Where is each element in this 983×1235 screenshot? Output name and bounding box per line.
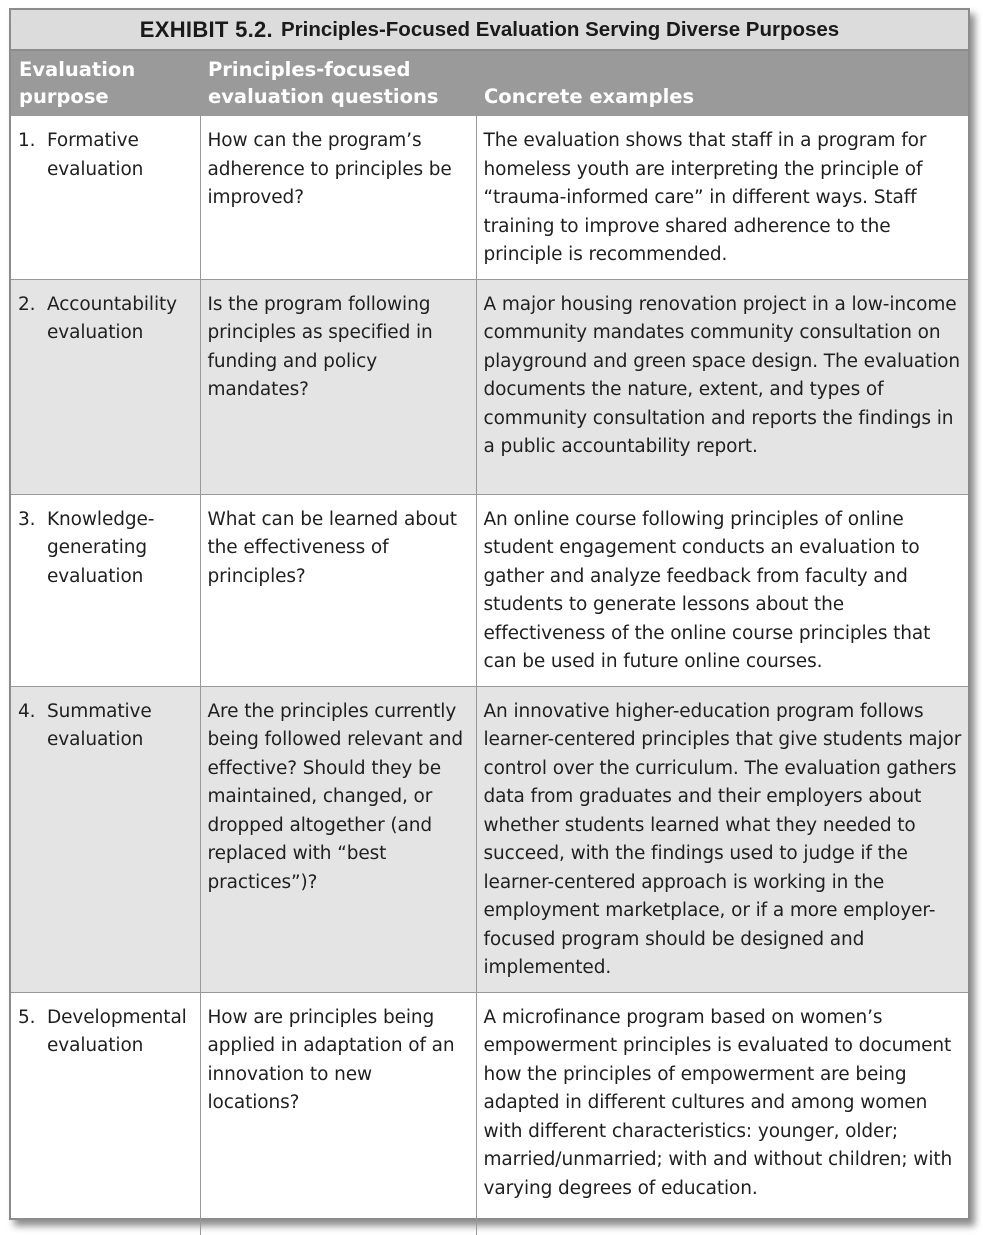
header-evaluation-purpose: Evaluation purpose bbox=[11, 51, 200, 116]
example-cell: An online course following principles of online student engagement conducts an evaluation to gather and analyze feedback from faculty and students to generate lessons about the effectiveness of the online course principles that can be used in future online courses. bbox=[476, 494, 968, 686]
question-cell: How can the program’s adherence to principles be improved? bbox=[200, 116, 476, 279]
example-cell: An innovative higher-education program follows learner-centered principles that give students major control over the curriculum. The evaluation gathers data from graduates and their employers about whether students learned what they needed to succeed, with the findings used to judge if the learner-centered approach is working in the employment marketplace, or if a more employer-focused program should be designed and implemented. bbox=[476, 686, 968, 992]
example-cell: The evaluation shows that staff in a program for homeless youth are interpreting the principle of “trauma-informed care” in different ways. Staff training to improve shared adherence to the principle is recommended. bbox=[476, 116, 968, 279]
table-header-row bbox=[11, 51, 968, 116]
purpose-cell: 1. Formative evaluation bbox=[11, 116, 200, 279]
exhibit-title: Principles-Focused Evaluation Serving Diverse Purposes bbox=[280, 17, 840, 41]
exhibit-label: EXHIBIT 5.2. bbox=[139, 16, 273, 42]
table-row bbox=[11, 279, 968, 494]
purpose-cell: 4. Summative evaluation bbox=[11, 686, 200, 992]
evaluation-purpose-table bbox=[11, 51, 968, 1235]
exhibit-title-bar bbox=[11, 10, 968, 51]
example-cell: A microfinance program based on women’s empowerment principles is evaluated to document how the principles of empowerment are being adapted in different cultures and among women with different characteristics: younger, older; married/unmarried; with and without children; with varying degrees of education. bbox=[483, 1006, 953, 1199]
question-cell: Are the principles currently being followed relevant and effective? Should they be maintained, changed, or dropped altogether (and replaced with “best practices”)? bbox=[200, 686, 476, 992]
header-evaluation-questions: Principles-focused evaluation questions bbox=[200, 51, 476, 116]
purpose-cell: 2. Accountability evaluation bbox=[11, 279, 200, 494]
table-row bbox=[11, 992, 968, 1235]
table-row bbox=[11, 686, 968, 992]
question-cell: What can be learned about the effectiveness of principles? bbox=[200, 494, 476, 686]
exhibit-frame bbox=[9, 8, 970, 1220]
header-concrete-examples: Concrete examples bbox=[476, 51, 968, 116]
question-cell: Is the program following principles as specified in funding and policy mandates? bbox=[200, 279, 476, 494]
purpose-cell: 3. Knowledge- generating evaluation bbox=[11, 494, 200, 686]
question-cell: How are principles being applied in adaptation of an innovation to new locations? bbox=[200, 992, 476, 1235]
purpose-cell: 5. Developmental evaluation bbox=[11, 992, 200, 1235]
example-cell: A major housing renovation project in a low-income community mandates community consultation on playground and green space design. The evaluation documents the nature, extent, and types of community consultation and reports the findings in a public accountability report. bbox=[476, 279, 968, 494]
table-row bbox=[11, 116, 968, 279]
table-row bbox=[11, 494, 968, 686]
